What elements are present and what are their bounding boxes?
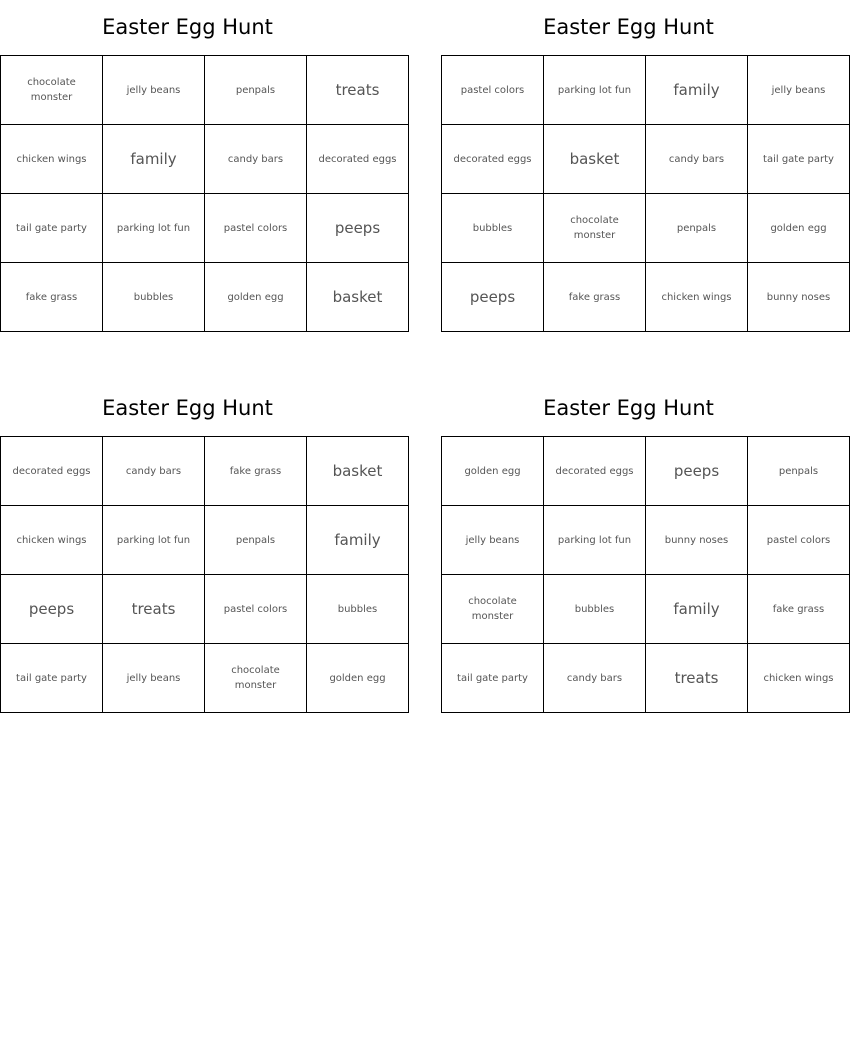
grid-cell: chicken wings — [748, 644, 850, 713]
grid-cell: basket — [307, 263, 409, 332]
bingo-grid — [0, 55, 409, 332]
grid-cell: family — [103, 125, 205, 194]
grid-row — [442, 56, 850, 125]
card-title: Easter Egg Hunt — [102, 15, 273, 39]
bingo-grid — [441, 55, 850, 332]
grid-cell: chocolate monster — [205, 644, 307, 713]
grid-cell: tail gate party — [1, 644, 103, 713]
grid-cell: peeps — [1, 575, 103, 644]
grid-row — [442, 194, 850, 263]
bingo-card-2 — [441, 0, 834, 332]
grid-cell: bubbles — [442, 194, 544, 263]
grid-row — [442, 506, 850, 575]
bingo-card-1 — [0, 0, 397, 332]
grid-cell: bunny noses — [748, 263, 850, 332]
card-title: Easter Egg Hunt — [543, 396, 714, 420]
grid-cell: jelly beans — [442, 506, 544, 575]
card-title: Easter Egg Hunt — [102, 396, 273, 420]
grid-row — [442, 263, 850, 332]
grid-cell: chicken wings — [1, 125, 103, 194]
grid-cell: parking lot fun — [103, 194, 205, 263]
grid-cell: bubbles — [544, 575, 646, 644]
grid-cell: chocolate monster — [1, 56, 103, 125]
bingo-grid — [441, 436, 850, 713]
grid-cell: chocolate monster — [442, 575, 544, 644]
grid-cell: basket — [307, 437, 409, 506]
grid-cell: tail gate party — [442, 644, 544, 713]
grid-cell: family — [646, 575, 748, 644]
grid-cell: golden egg — [442, 437, 544, 506]
grid-cell: penpals — [205, 506, 307, 575]
grid-cell: candy bars — [544, 644, 646, 713]
grid-row — [1, 194, 409, 263]
grid-cell: fake grass — [205, 437, 307, 506]
grid-row — [1, 263, 409, 332]
grid-cell: fake grass — [1, 263, 103, 332]
grid-cell: chicken wings — [1, 506, 103, 575]
grid-cell: candy bars — [646, 125, 748, 194]
grid-row — [1, 125, 409, 194]
grid-cell: pastel colors — [442, 56, 544, 125]
grid-cell: decorated eggs — [307, 125, 409, 194]
grid-cell: peeps — [442, 263, 544, 332]
grid-cell: penpals — [748, 437, 850, 506]
grid-cell: decorated eggs — [442, 125, 544, 194]
grid-cell: treats — [307, 56, 409, 125]
grid-row — [1, 437, 409, 506]
grid-cell: jelly beans — [103, 56, 205, 125]
grid-cell: candy bars — [103, 437, 205, 506]
grid-cell: family — [646, 56, 748, 125]
grid-cell: decorated eggs — [544, 437, 646, 506]
grid-cell: treats — [646, 644, 748, 713]
grid-cell: penpals — [646, 194, 748, 263]
grid-cell: pastel colors — [205, 194, 307, 263]
grid-cell: jelly beans — [748, 56, 850, 125]
grid-row — [1, 506, 409, 575]
grid-cell: parking lot fun — [544, 56, 646, 125]
grid-cell: pastel colors — [748, 506, 850, 575]
grid-cell: chicken wings — [646, 263, 748, 332]
grid-cell: pastel colors — [205, 575, 307, 644]
grid-cell: tail gate party — [1, 194, 103, 263]
grid-cell: jelly beans — [103, 644, 205, 713]
grid-row — [442, 437, 850, 506]
bingo-grid — [0, 436, 409, 713]
grid-cell: bubbles — [103, 263, 205, 332]
grid-row — [442, 125, 850, 194]
grid-cell: peeps — [646, 437, 748, 506]
grid-cell: bubbles — [307, 575, 409, 644]
grid-cell: parking lot fun — [544, 506, 646, 575]
grid-cell: fake grass — [544, 263, 646, 332]
bingo-card-4 — [441, 381, 834, 713]
grid-cell: candy bars — [205, 125, 307, 194]
grid-row — [1, 644, 409, 713]
grid-cell: treats — [103, 575, 205, 644]
grid-cell: fake grass — [748, 575, 850, 644]
grid-cell: basket — [544, 125, 646, 194]
grid-row — [442, 644, 850, 713]
grid-cell: parking lot fun — [103, 506, 205, 575]
grid-cell: golden egg — [748, 194, 850, 263]
grid-cell: family — [307, 506, 409, 575]
grid-cell: bunny noses — [646, 506, 748, 575]
grid-cell: golden egg — [205, 263, 307, 332]
grid-cell: golden egg — [307, 644, 409, 713]
grid-row — [442, 575, 850, 644]
grid-cell: penpals — [205, 56, 307, 125]
grid-cell: tail gate party — [748, 125, 850, 194]
grid-cell: chocolate monster — [544, 194, 646, 263]
grid-row — [1, 575, 409, 644]
bingo-card-3 — [0, 381, 386, 713]
card-title: Easter Egg Hunt — [543, 15, 714, 39]
grid-cell: peeps — [307, 194, 409, 263]
grid-cell: decorated eggs — [1, 437, 103, 506]
grid-row — [1, 56, 409, 125]
